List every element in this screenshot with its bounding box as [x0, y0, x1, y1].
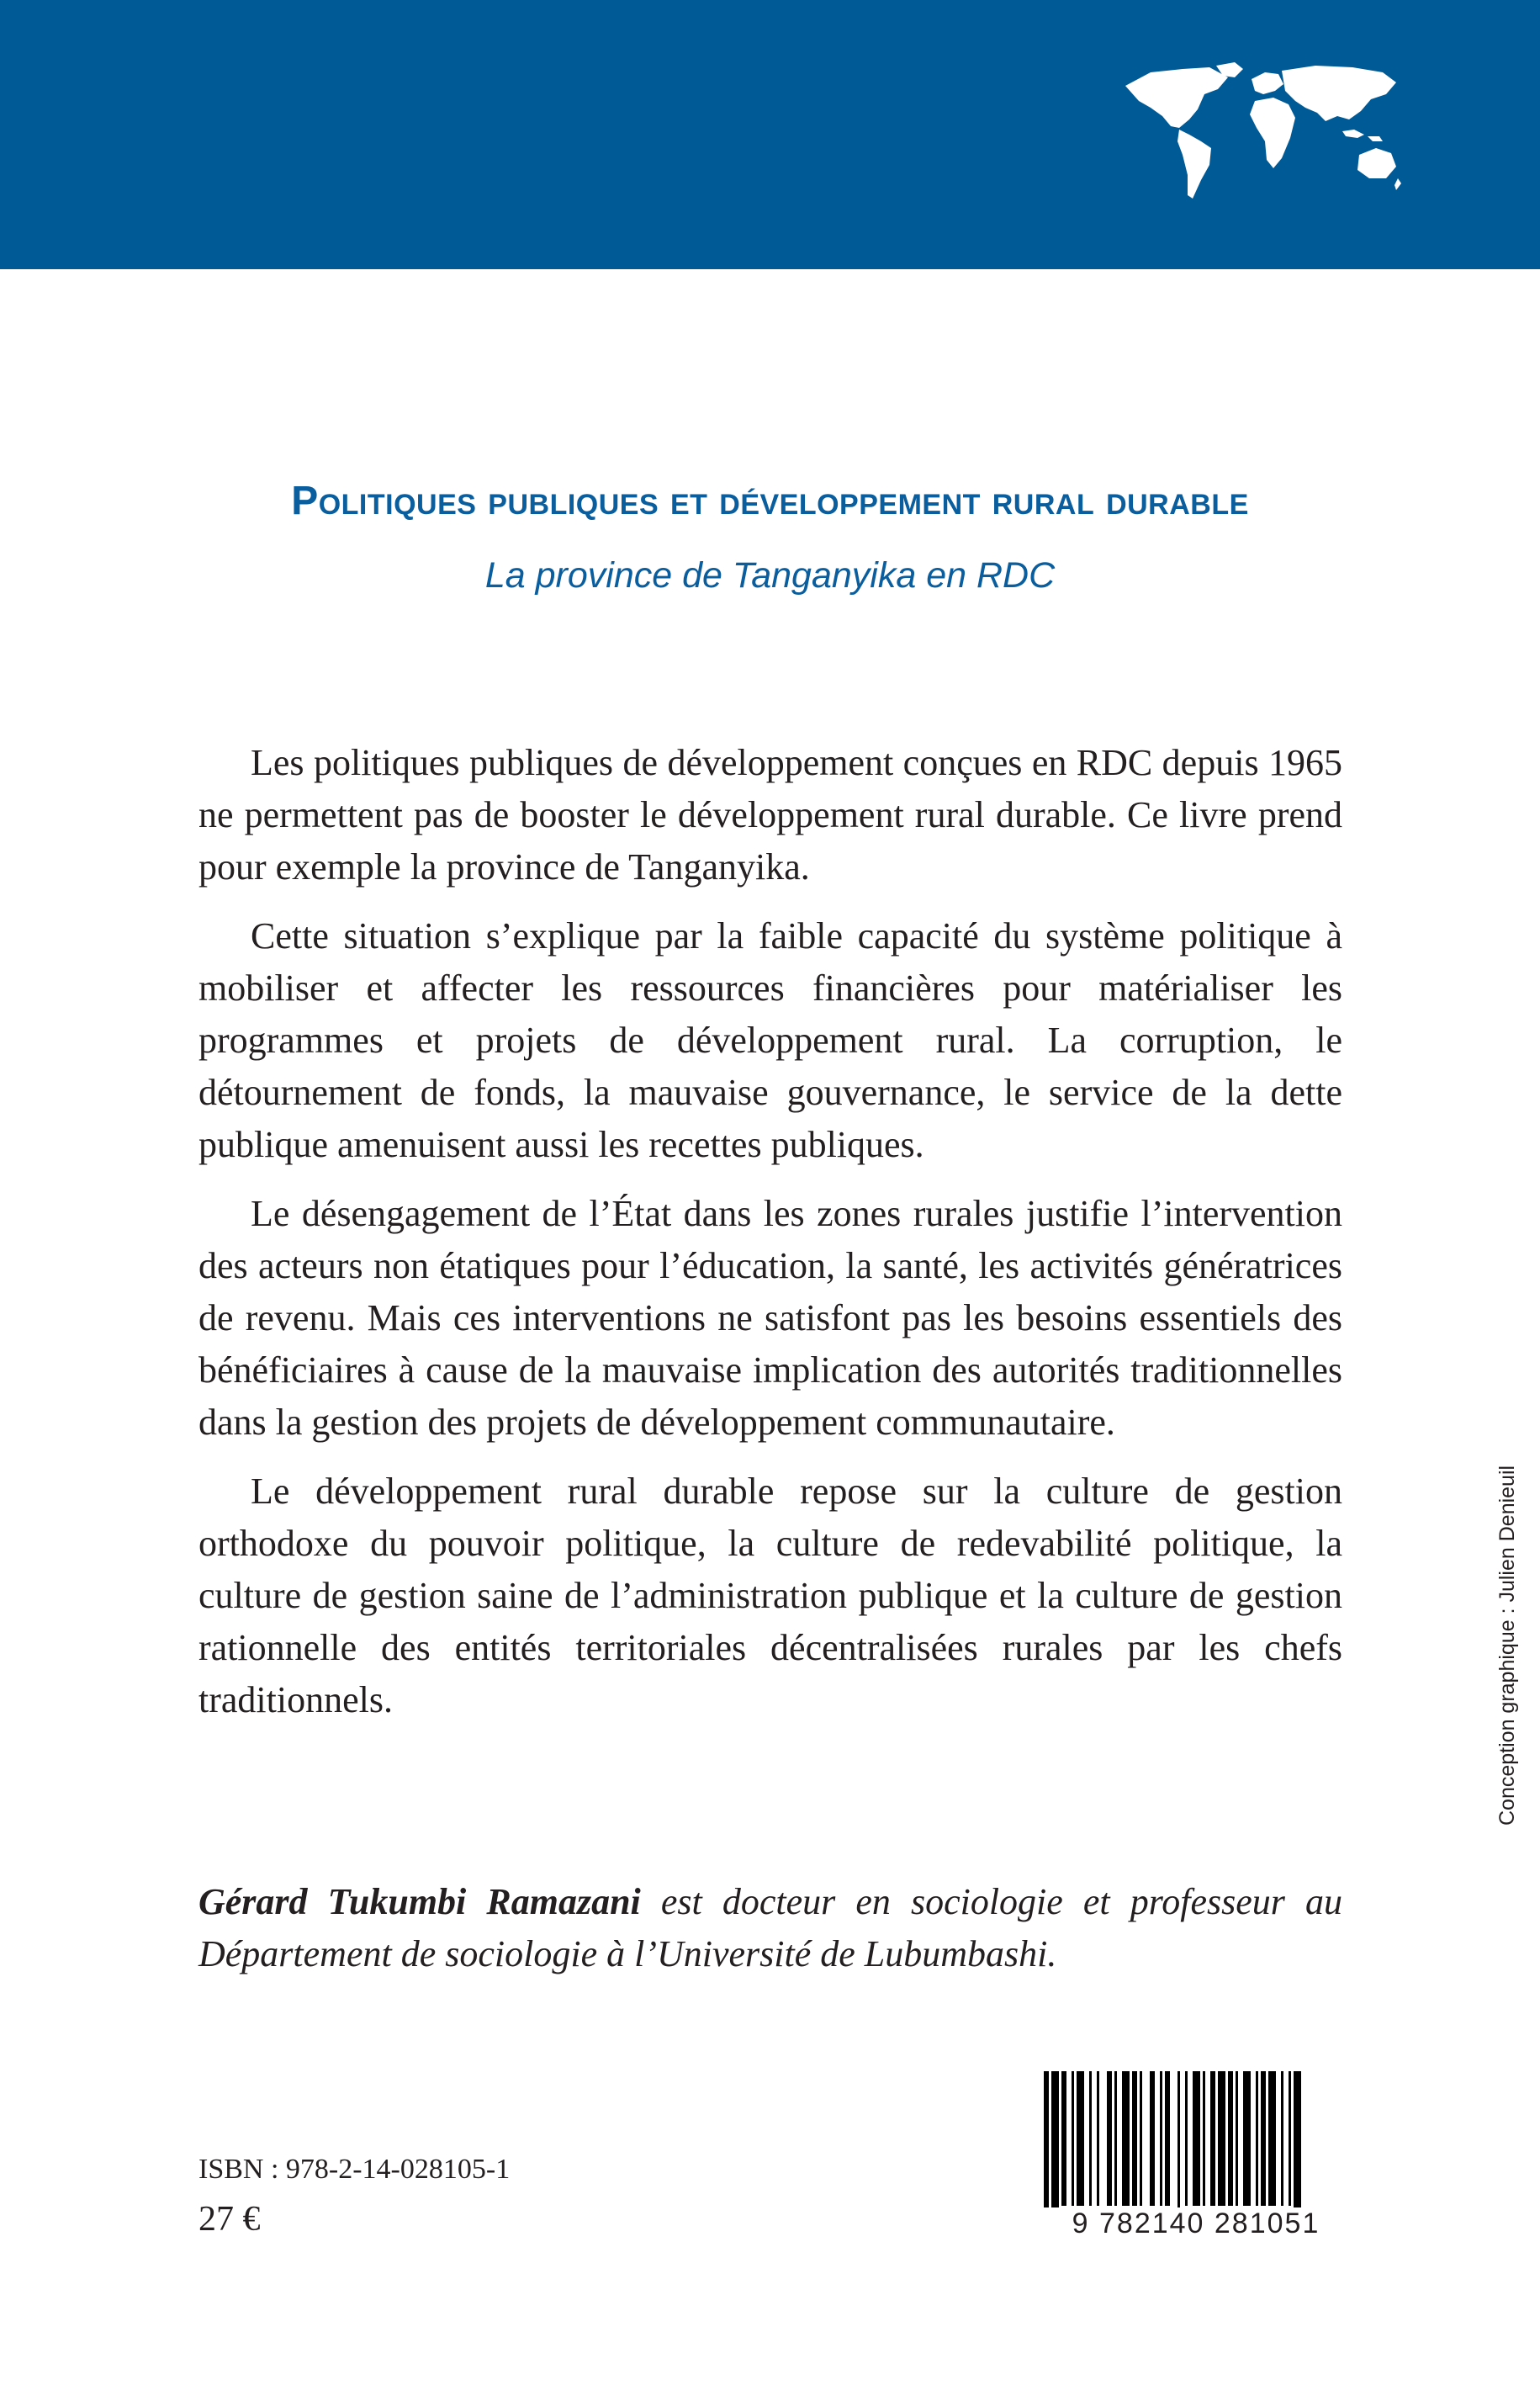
barcode-bar [1193, 2071, 1200, 2206]
barcode-bar [1236, 2071, 1238, 2206]
isbn: ISBN : 978-2-14-028105-1 [198, 2154, 511, 2185]
author-name: Gérard Tukumbi Ramazani [198, 1881, 641, 1922]
summary-paragraph: Les politiques publiques de développement conçues en RDC depuis 1965 ne permettent pas de booster le développement rural durable. Ce livre prend pour exemple la province de Tanganyika. [198, 742, 1342, 888]
barcode-bar [1268, 2071, 1276, 2206]
barcode-bar [1122, 2071, 1130, 2206]
barcode-bar [1289, 2071, 1291, 2206]
barcode-bar [1243, 2071, 1251, 2206]
barcode-bar [1256, 2071, 1258, 2206]
barcode-bar [1077, 2071, 1084, 2206]
barcode-bar [1097, 2071, 1099, 2206]
barcode-bar [1089, 2071, 1092, 2206]
barcode-bar [1072, 2071, 1074, 2206]
barcode-bar [1132, 2071, 1137, 2206]
barcode-bar [1061, 2071, 1066, 2206]
barcode-digits: 9 782140 281051 [1039, 2207, 1353, 2240]
summary-text [198, 737, 1342, 1743]
barcode-bar [1140, 2071, 1142, 2206]
world-map-icon [1117, 61, 1403, 209]
barcode-bar [1114, 2071, 1117, 2206]
design-credit: Conception graphique : Julien Denieuil [1495, 1465, 1519, 1826]
barcode-bar [1185, 2071, 1188, 2206]
book-title: Politiques publiques et développement rural durable [291, 479, 1249, 523]
book-subtitle: La province de Tanganyika en RDC [484, 555, 1056, 596]
barcode-bar [1281, 2071, 1283, 2206]
barcode-bar [1150, 2071, 1155, 2206]
summary-paragraph: Le désengagement de l’État dans les zones rurales justifie l’intervention des acteurs non étatiques pour l’éducation, la santé, les activités génératrices de revenu. Mais ces interventions ne satisfont pas les besoins essentiels des bénéficiaires à cause de la mauvaise implication des autorités traditionnelles dans la gestion des projets de développement communautaire. [198, 1193, 1342, 1443]
barcode-bar [1210, 2071, 1215, 2206]
barcode-bar [1160, 2071, 1162, 2206]
barcode-bar [1203, 2071, 1205, 2206]
author-description: est docteur en sociologie et professeur au Département de sociologie à l’Université de Lubumbashi. [198, 1881, 1342, 1974]
barcode-bar [1228, 2071, 1233, 2206]
barcode-bar [1261, 2071, 1266, 2206]
price: 27 € [198, 2200, 261, 2239]
author-bio [198, 1876, 1342, 1980]
summary-paragraph: Cette situation s’explique par la faible capacité du système politique à mobiliser et affecter les ressources financières pour matérialiser les programmes et projets de développement rural. La corruption, le détournement de fonds, la mauvaise gouvernance, le service de la dette publique amenuisent aussi les recettes publiques. [198, 915, 1342, 1165]
summary-paragraph: Le développement rural durable repose sur la culture de gestion orthodoxe du pouvoir politique, la culture de redevabilité politique, la culture de gestion saine de l’administration publique et la culture de gestion rationnelle des entités territoriales décentralisées rurales par les chefs traditionnels. [198, 1471, 1342, 1720]
barcode-bar [1218, 2071, 1225, 2206]
barcode-bar [1165, 2071, 1170, 2206]
barcode-bar [1107, 2071, 1112, 2206]
top-band [0, 0, 1540, 269]
